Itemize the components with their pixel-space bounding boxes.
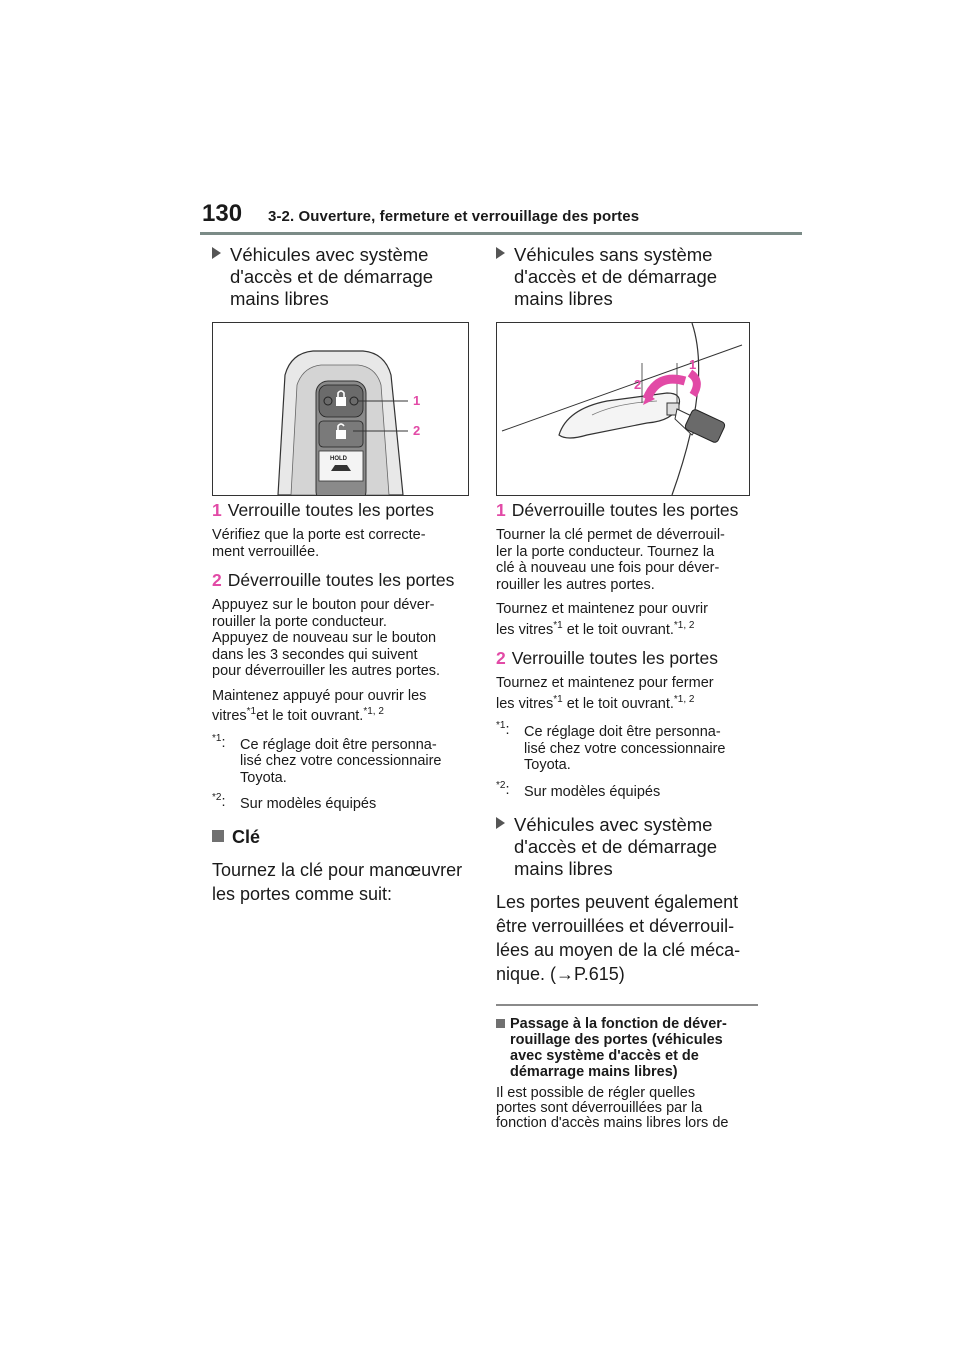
heading-line: d'accès et de démarrage bbox=[514, 266, 718, 287]
hold-line bbox=[496, 693, 758, 713]
footnote-2 bbox=[496, 779, 758, 801]
footnote-line: Toyota. bbox=[524, 757, 571, 773]
footnote-ref: *1, 2 bbox=[673, 693, 695, 705]
desc-line: pour déverrouiller les autres portes. bbox=[212, 663, 441, 679]
item-1 bbox=[496, 500, 758, 521]
footnote-ref: *1, 2 bbox=[363, 706, 384, 718]
footnote-1 bbox=[496, 720, 758, 774]
heading-line: Véhicules avec système bbox=[230, 244, 429, 265]
callout-2: 2 bbox=[413, 423, 421, 438]
para-line: lées au moyen de la clé méca- bbox=[496, 940, 741, 960]
cle-heading bbox=[212, 827, 474, 848]
title-line: avec système d'accès et de bbox=[510, 1048, 699, 1064]
footnote-line: Sur modèles équipés bbox=[524, 783, 661, 800]
left-heading bbox=[212, 244, 474, 310]
hold-line: Tournez et maintenez pour ouvrir bbox=[496, 601, 708, 617]
desc-line: ment verrouillée. bbox=[212, 543, 320, 560]
footnote-mark: $^{*1}$: bbox=[212, 732, 226, 751]
item-number: 2 bbox=[212, 570, 222, 590]
triangle-bullet-icon bbox=[212, 247, 221, 259]
cle-paragraph bbox=[212, 858, 474, 906]
footnote-line: Ce réglage doit être personna- bbox=[240, 736, 437, 753]
door-key-figure bbox=[496, 322, 750, 496]
title-line: Passage à la fonction de déver- bbox=[510, 1016, 727, 1032]
right-heading-2 bbox=[496, 814, 758, 880]
footnote-ref: *1 bbox=[553, 693, 563, 705]
page-number: 130 bbox=[202, 200, 243, 227]
para-line: Les portes peuvent également bbox=[496, 892, 739, 912]
para-line: Tournez la clé pour manœuvrer bbox=[212, 859, 463, 880]
item-number: 1 bbox=[496, 500, 506, 520]
footnote-ref: *1 bbox=[553, 619, 563, 631]
cle-title: Clé bbox=[232, 826, 261, 847]
text-line: portes sont déverrouillées par la bbox=[496, 1100, 703, 1116]
item-2 bbox=[212, 570, 474, 591]
text-part: les vitres bbox=[496, 621, 554, 638]
heading-line: mains libres bbox=[514, 858, 613, 879]
text-part: vitres bbox=[212, 708, 247, 724]
text-part: et le toit ouvrant. bbox=[562, 621, 674, 638]
square-bullet-icon bbox=[212, 830, 224, 842]
heading-line: mains libres bbox=[230, 288, 329, 309]
triangle-bullet-icon bbox=[496, 817, 505, 829]
callout-1: 1 bbox=[689, 357, 697, 372]
info-box-text bbox=[496, 1086, 758, 1131]
item-title: Déverrouille toutes les portes bbox=[511, 500, 739, 520]
text-part: les vitres bbox=[496, 695, 554, 712]
page-reference-link[interactable]: nique. (→P.615) bbox=[496, 964, 625, 984]
item-2-hold bbox=[212, 688, 474, 725]
item-title: Verrouille toutes les portes bbox=[511, 648, 718, 668]
desc-line: Appuyez de nouveau sur le bouton bbox=[212, 630, 437, 646]
item-2 bbox=[496, 648, 758, 669]
square-bullet-icon bbox=[496, 1019, 505, 1028]
footnote-mark: $^{*1}$: bbox=[496, 720, 510, 738]
desc-line: clé à nouveau une fois pour déver- bbox=[496, 560, 720, 576]
callout-1: 1 bbox=[413, 393, 421, 408]
desc-line: rouiller les autres portes. bbox=[496, 576, 655, 593]
title-line: rouillage des portes (véhicules bbox=[510, 1032, 723, 1048]
desc-line: Vérifiez que la porte est correcte- bbox=[212, 527, 426, 543]
item-1-desc bbox=[496, 527, 758, 593]
left-column bbox=[212, 244, 474, 906]
right-heading bbox=[496, 244, 758, 310]
desc-line: rouiller la porte conducteur. bbox=[212, 613, 387, 630]
desc-line: dans les 3 secondes qui suivent bbox=[212, 646, 418, 663]
header-rule bbox=[200, 232, 802, 235]
heading-line: Véhicules avec système bbox=[514, 814, 713, 835]
footnote-2 bbox=[212, 792, 474, 813]
item-number: 2 bbox=[496, 648, 506, 668]
item-1 bbox=[212, 500, 474, 521]
item-title: Verrouille toutes les portes bbox=[227, 500, 434, 520]
para-line: être verrouillées et déverrouil- bbox=[496, 916, 735, 936]
text-line: Il est possible de régler quelles bbox=[496, 1085, 696, 1101]
footnote-line: Toyota. bbox=[240, 769, 287, 786]
para-line: les portes comme suit: bbox=[212, 883, 393, 904]
desc-line: ler la porte conducteur. Tournez la bbox=[496, 543, 715, 560]
smart-key-illustration bbox=[213, 323, 468, 495]
hold-label: HOLD bbox=[330, 456, 347, 462]
footnote-line: lisé chez votre concessionnaire bbox=[524, 740, 726, 757]
item-title: Déverrouille toutes les portes bbox=[227, 570, 455, 590]
footnote-ref: *1 bbox=[246, 706, 257, 718]
hold-line: Maintenez appuyé pour ouvrir les bbox=[212, 687, 427, 704]
info-box-title bbox=[496, 1016, 758, 1080]
item-number: 1 bbox=[212, 500, 222, 520]
desc-line: Appuyez sur le bouton pour déver- bbox=[212, 597, 435, 613]
item-1-hold bbox=[496, 601, 758, 638]
callout-2: 2 bbox=[634, 377, 642, 392]
heading-line: Véhicules sans système bbox=[514, 244, 713, 265]
footnote-mark: $^{*2}$: bbox=[212, 792, 226, 810]
text-part: et le toit ouvrant. bbox=[562, 695, 674, 712]
item-2-hold bbox=[496, 675, 758, 712]
item-1-desc bbox=[212, 527, 474, 560]
hold-line bbox=[212, 708, 474, 725]
smart-key-figure bbox=[212, 322, 469, 496]
hold-line: Tournez et maintenez pour fermer bbox=[496, 675, 714, 691]
footnote-line: Ce réglage doit être personna- bbox=[524, 724, 721, 740]
heading-line: d'accès et de démarrage bbox=[230, 266, 434, 287]
hold-line bbox=[496, 619, 758, 639]
heading-line: d'accès et de démarrage bbox=[514, 836, 718, 857]
text-line: fonction d'accès mains libres lors de bbox=[496, 1115, 729, 1131]
heading-line: mains libres bbox=[514, 288, 613, 309]
text-part: et le toit ouvrant. bbox=[256, 708, 364, 724]
triangle-bullet-icon bbox=[496, 247, 505, 259]
item-2-desc bbox=[212, 597, 474, 680]
footnote-mark: $^{*2}$: bbox=[496, 779, 510, 798]
footnote-ref: *1, 2 bbox=[673, 619, 695, 631]
footnote-1 bbox=[212, 732, 474, 787]
box-separator bbox=[496, 1004, 758, 1006]
desc-line: Tourner la clé permet de déverrouil- bbox=[496, 527, 725, 543]
mechanical-key-paragraph bbox=[496, 890, 758, 986]
section-title: 3-2. Ouverture, fermeture et verrouillage des portes bbox=[268, 208, 640, 225]
right-column bbox=[496, 244, 758, 1131]
footnote-line: Sur modèles équipés bbox=[240, 796, 377, 812]
footnote-line: lisé chez votre concessionnaire bbox=[240, 753, 442, 769]
title-line: démarrage mains libres) bbox=[510, 1064, 678, 1080]
door-key-illustration bbox=[497, 323, 749, 495]
